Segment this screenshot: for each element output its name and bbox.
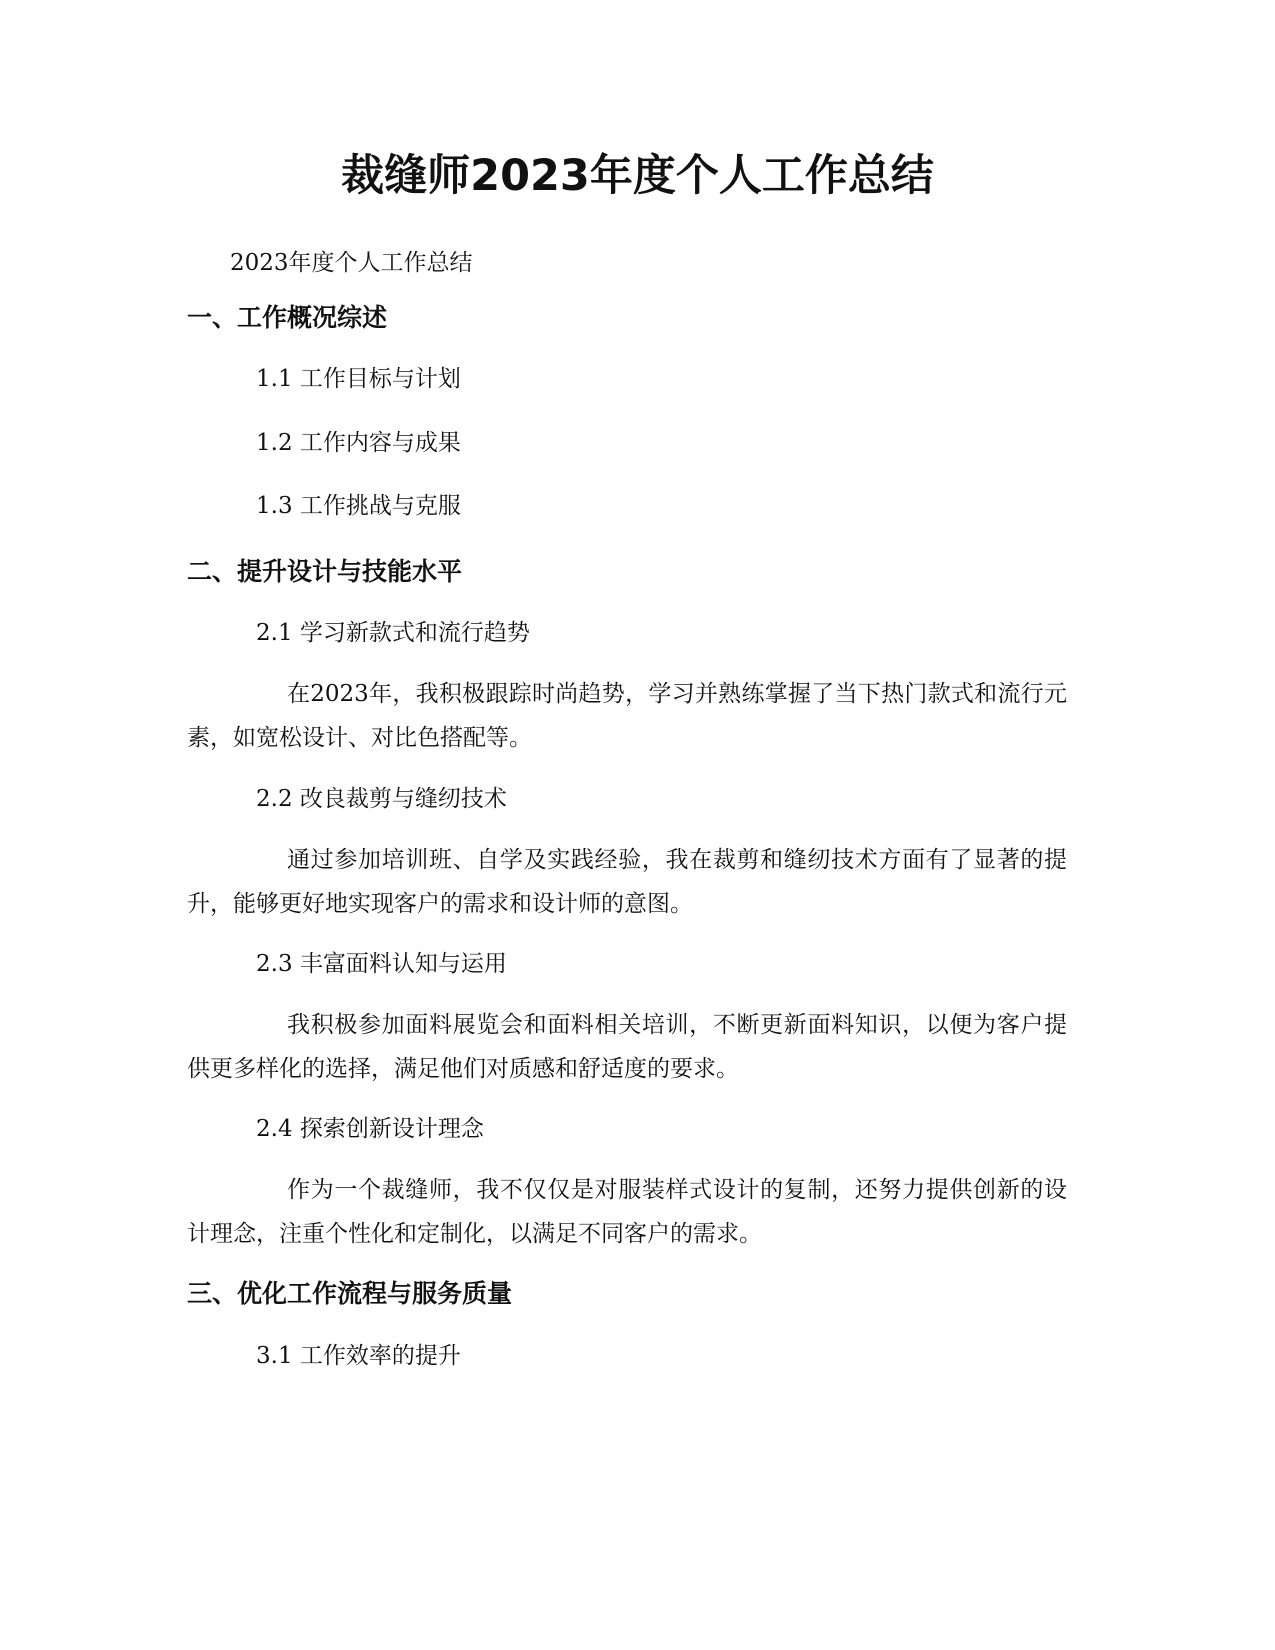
section-heading-1: 一、工作概况综述 (187, 303, 388, 332)
subsection-1-2: 1.2 工作内容与成果 (256, 430, 461, 456)
paragraph-2-4: 作为一个裁缝师，我不仅仅是对服装样式设计的复制，还努力提供创新的设计理念，注重个性化和定制化，以满足不同客户的需求。 (187, 1177, 1067, 1247)
subsection-2-2: 2.2 改良裁剪与缝纫技术 (256, 786, 507, 812)
paragraph-2-2: 通过参加培训班、自学及实践经验，我在裁剪和缝纫技术方面有了显著的提升，能够更好地实现客户的需求和设计师的意图。 (187, 847, 1067, 917)
paragraph-2-3: 我积极参加面料展览会和面料相关培训，不断更新面料知识，以便为客户提供更多样化的选择，满足他们对质感和舒适度的要求。 (187, 1012, 1067, 1082)
subsection-2-4: 2.4 探索创新设计理念 (256, 1116, 484, 1142)
paragraph-2-1: 在2023年，我积极跟踪时尚趋势，学习并熟练掌握了当下热门款式和流行元素，如宽松设计、对比色搭配等。 (187, 681, 1067, 751)
subsection-1-3: 1.3 工作挑战与克服 (256, 493, 461, 519)
subsection-1-1: 1.1 工作目标与计划 (256, 366, 461, 392)
document-subtitle: 2023年度个人工作总结 (230, 250, 473, 276)
subsection-3-1: 3.1 工作效率的提升 (256, 1343, 461, 1369)
section-heading-3: 三、优化工作流程与服务质量 (187, 1279, 513, 1308)
subsection-2-3: 2.3 丰富面料认知与运用 (256, 951, 507, 977)
section-heading-2: 二、提升设计与技能水平 (187, 557, 463, 586)
subsection-2-1: 2.1 学习新款式和流行趋势 (256, 620, 530, 646)
document-title: 裁缝师2023年度个人工作总结 (341, 151, 934, 201)
